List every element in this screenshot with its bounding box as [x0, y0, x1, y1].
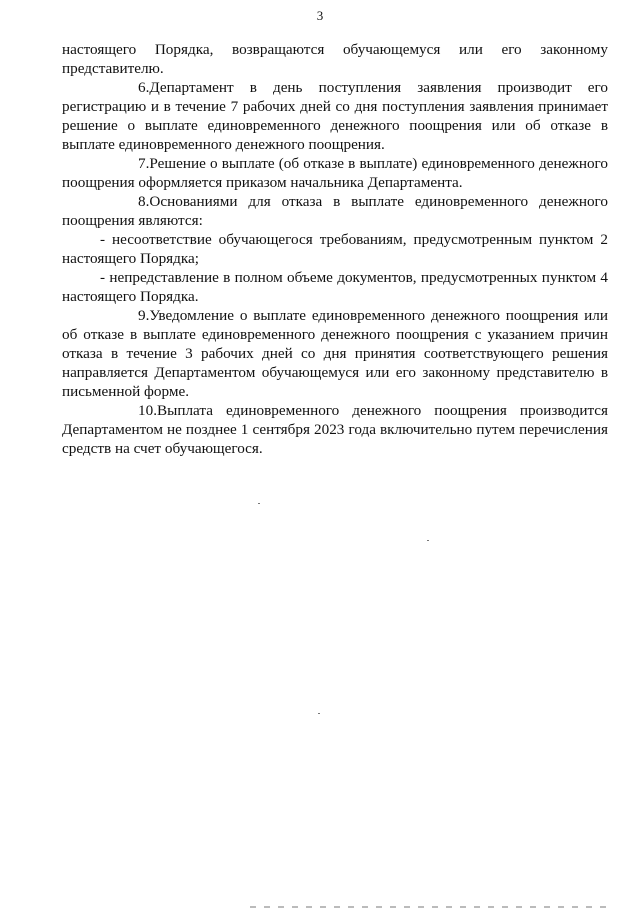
paragraph-10: [62, 401, 608, 458]
paragraph-number: 8.: [138, 193, 150, 210]
paragraph-9: [62, 306, 608, 401]
paragraph-text: Основаниями для отказа в выплате единовременного денежного поощрения являются:: [62, 193, 608, 229]
paragraph-7: [62, 154, 608, 192]
paragraph-6: [62, 78, 608, 154]
paragraph-8: [62, 192, 608, 230]
document-body: [62, 40, 608, 458]
scan-speck: [258, 503, 260, 504]
paragraph-text: настоящего Порядка, возвращаются обучающемуся или его законному представителю.: [62, 41, 608, 77]
paragraph-text: Департамент в день поступления заявления производит его регистрацию и в течение 7 рабочих дней со дня поступления заявления принимает решение о выплате единовременного денежного поощрения или об отказе в выплате единовременного денежного поощрения.: [62, 79, 608, 153]
scan-speck: [427, 540, 429, 541]
scan-edge-noise: [250, 906, 610, 908]
scan-speck: [318, 713, 320, 714]
list-item-missing-documents: [62, 268, 608, 306]
page-number: 3: [316, 8, 324, 23]
paragraph-number: 10.: [138, 402, 157, 419]
list-item-text: - непредставление в полном объеме документов, предусмотренных пунктом 4 настоящего Порядка.: [62, 269, 608, 305]
paragraph-text: Решение о выплате (об отказе в выплате) единовременного денежного поощрения оформляется приказом начальника Департамента.: [62, 155, 608, 191]
list-item-non-compliance: [62, 230, 608, 268]
paragraph-number: 9.: [138, 307, 150, 324]
paragraph-number: 7.: [138, 155, 150, 172]
paragraph-continuation: [62, 40, 608, 78]
list-item-text: - несоответствие обучающегося требованиям, предусмотренным пунктом 2 настоящего Порядка;: [62, 231, 608, 267]
paragraph-text: Выплата единовременного денежного поощрения производится Департаментом не позднее 1 сентября 2023 года включительно путем перечисления средств на счет обучающегося.: [62, 402, 608, 457]
paragraph-number: 6.: [138, 79, 150, 96]
paragraph-text: Уведомление о выплате единовременного денежного поощрения или об отказе в выплате единовременного денежного поощрения с указанием причин отказа в течение 3 рабочих дней со дня принятия соответствующего решения направляется Департаментом обучающемуся или его законному представителю в письменной форме.: [62, 307, 608, 400]
